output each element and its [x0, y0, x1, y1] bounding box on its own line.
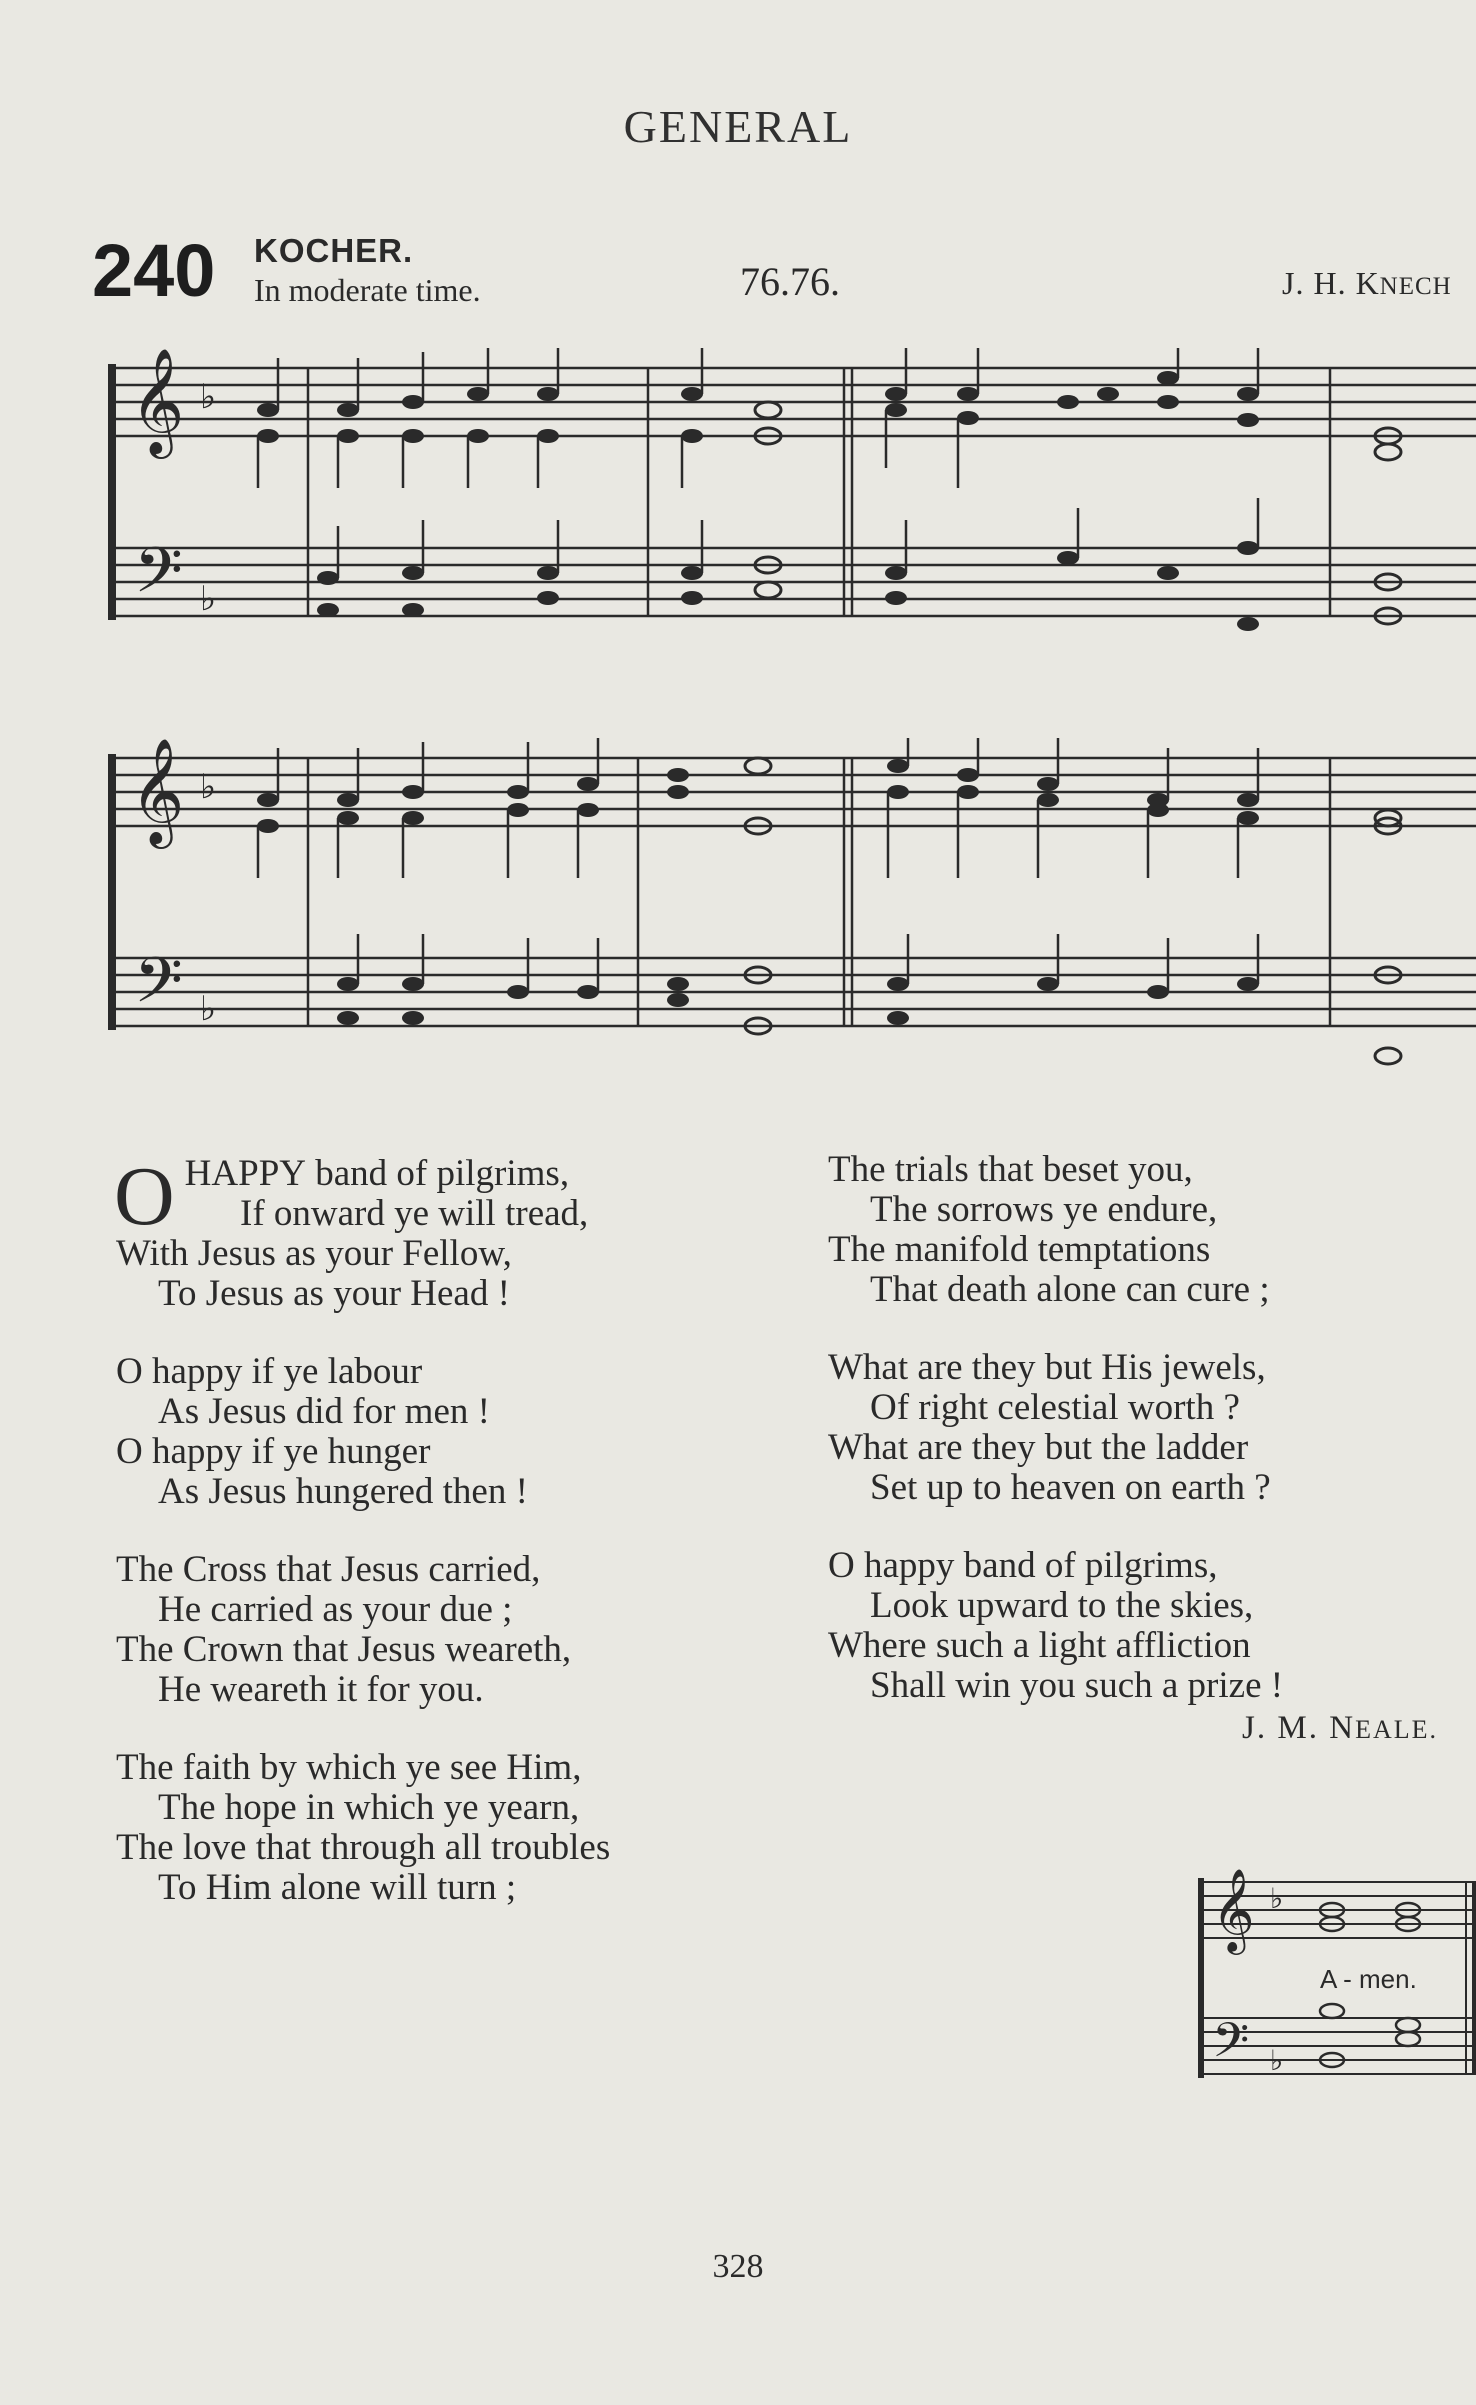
noteheads	[257, 759, 1259, 1025]
lyric-line: The faith by which ye see Him,	[116, 1747, 582, 1788]
treble-clef-icon: 𝄞	[130, 348, 185, 454]
stanza-3	[116, 1550, 756, 1710]
composer-name-rest: NECH	[1379, 273, 1452, 300]
svg-text:𝄢: 𝄢	[1212, 2012, 1250, 2080]
lyric-line: As Jesus hungered then !	[158, 1471, 528, 1512]
treble-staff	[108, 758, 1476, 826]
lyric-line: The manifold temptations	[828, 1229, 1211, 1270]
lyric-line: He weareth it for you.	[158, 1669, 484, 1710]
bass-clef-icon: 𝄢	[134, 533, 183, 622]
author-initials: J. M. N	[1242, 1710, 1356, 1746]
lyric-line: What are they but His jewels,	[828, 1347, 1266, 1388]
tune-name: KOCHER.	[254, 232, 414, 269]
flat-key-icon: ♭	[200, 579, 217, 619]
lyric-line: The Cross that Jesus carried,	[116, 1549, 541, 1590]
lyric-line: Shall win you such a prize !	[870, 1665, 1284, 1706]
music-system-2	[108, 738, 1476, 1078]
lyric-line: He carried as your due ;	[158, 1589, 513, 1630]
bass-clef-icon: 𝄢	[134, 943, 183, 1032]
bass-staff	[108, 958, 1476, 1026]
first-word: HAPPY	[184, 1153, 306, 1194]
lyric-line: The love that through all troubles	[116, 1827, 611, 1868]
svg-text:𝄞: 𝄞	[1212, 1867, 1255, 1951]
treble-clef-icon: 𝄞	[130, 738, 185, 844]
stanza-7	[828, 1546, 1448, 1706]
music-system-1	[108, 348, 1476, 670]
amen-cadence	[1198, 1858, 1476, 2088]
stanza-6	[828, 1348, 1448, 1508]
bass-staff	[108, 548, 1476, 616]
lyric-line: The Crown that Jesus weareth,	[116, 1629, 572, 1670]
meter: 76.76.	[740, 259, 840, 304]
drop-cap: O	[114, 1150, 175, 1243]
lyric-line: Of right celestial worth ?	[870, 1387, 1240, 1428]
stanza-4	[116, 1748, 756, 1908]
lyric-line: Set up to heaven on earth ?	[870, 1467, 1271, 1508]
lyric-line: The trials that beset you,	[828, 1149, 1193, 1190]
author-credit	[828, 1708, 1448, 1750]
stems	[258, 348, 1258, 578]
lyric-line: As Jesus did for men !	[158, 1391, 490, 1432]
lyric-line: Where such a light affliction	[828, 1625, 1251, 1666]
svg-text:♭: ♭	[1270, 1882, 1284, 1915]
hymn-number: 240	[92, 229, 216, 312]
first-line-rest: band of pilgrims,	[306, 1153, 570, 1194]
composer-initials: J. H. K	[1282, 265, 1380, 301]
noteheads	[257, 371, 1259, 631]
stanza-2	[116, 1352, 756, 1512]
lyric-line: O happy band of pilgrims,	[828, 1545, 1218, 1586]
lyric-line: O happy if ye hunger	[116, 1431, 431, 1472]
composer-credit	[1282, 265, 1452, 302]
stanza-1	[114, 1150, 756, 1314]
lyric-line: With Jesus as your Fellow,	[116, 1233, 512, 1274]
svg-text:♭: ♭	[1270, 2044, 1284, 2077]
lyric-line: O happy if ye labour	[116, 1351, 423, 1392]
stanza-5	[828, 1150, 1448, 1310]
flat-key-icon: ♭	[200, 767, 217, 807]
flat-key-icon: ♭	[200, 377, 217, 417]
tempo-marking: In moderate time.	[254, 272, 481, 308]
author-name-rest: EALE.	[1355, 1715, 1438, 1744]
lyric-line: If onward ye will tread,	[240, 1193, 589, 1234]
lyric-line: What are they but the ladder	[828, 1427, 1249, 1468]
treble-staff	[108, 368, 1476, 436]
lyrics-right-column	[828, 1150, 1448, 1750]
lyric-line: That death alone can cure ;	[870, 1269, 1270, 1310]
lyric-line: To Jesus as your Head !	[158, 1273, 510, 1314]
flat-key-icon: ♭	[200, 989, 217, 1029]
lyrics-left-column	[114, 1150, 756, 1946]
lyric-line: The sorrows ye endure,	[870, 1189, 1218, 1230]
amen-text: A - men.	[1320, 1964, 1417, 1994]
running-head: GENERAL	[623, 101, 853, 152]
lyric-line: Look upward to the skies,	[870, 1585, 1254, 1626]
lyric-line: The hope in which ye yearn,	[158, 1787, 580, 1828]
lyric-line: To Him alone will turn ;	[158, 1867, 517, 1908]
page-number: 328	[712, 2248, 764, 2285]
